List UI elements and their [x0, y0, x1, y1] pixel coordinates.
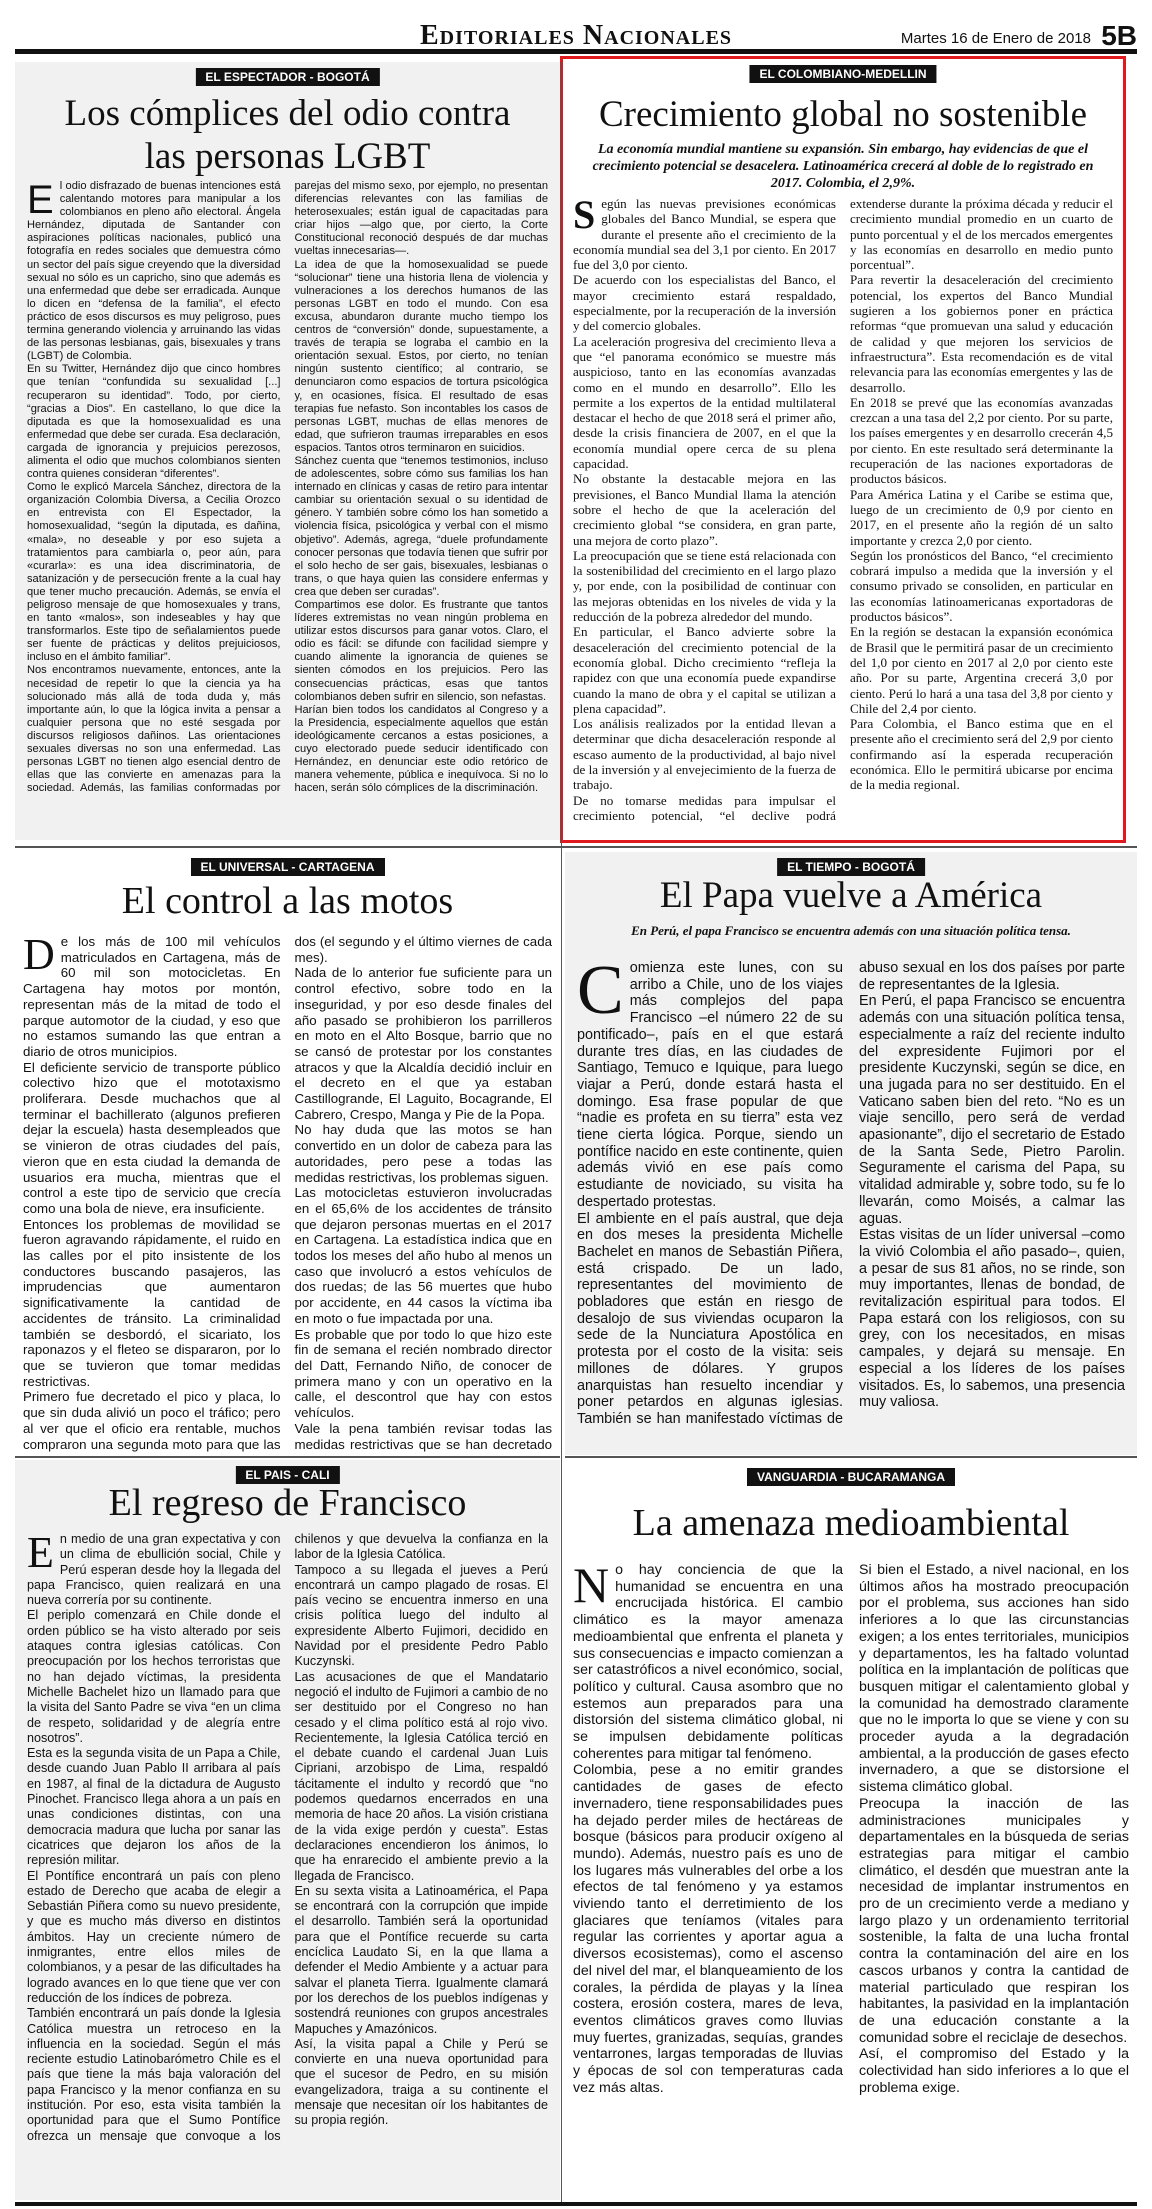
drop-cap: N: [573, 1557, 610, 1613]
article-title: El regreso de Francisco: [108, 1482, 467, 1524]
paragraph: Es probable que por todo lo que hizo este fin de semana el recién nombrado director del Datt, Fernando Niño, de conocer de primera mano y con un operativo en la calle, el descontrol que hay con estos vehículos.: [294, 1326, 552, 1421]
page-bottom-rule: [15, 2202, 1137, 2206]
article-source: VANGUARDIA - BUCARAMANGA: [747, 1468, 955, 1486]
paragraph: Los análisis realizados por la entidad llevan a determinar que dicha desaceleración responde al escaso aumento de la productividad, al bajo nivel de la inversión y al envejecimiento de la fuerza de trabajo.: [573, 716, 836, 793]
paragraph: Vale la pena también revisar todas las medidas restrictivas que se han decretado: [294, 1420, 552, 1452]
article-vanguardia: [565, 1462, 1137, 2200]
paragraph: Entonces los problemas de movilidad se fueron agravando rápidamente, el ruido en las calles por el pito insistente de los conductores buscando pasajeros, las imprudencias que aumentaron significativamente la cantidad de accidentes de tránsito. La criminalidad también se desbordó, el sicariato, los raponazos y el fleteo se dispararon, por lo que se tuvieron que tomar medidas restrictivas.: [23, 1216, 281, 1389]
paragraph: No hay conciencia de que la humanidad se encuentra en una encrucijada histórica. El cambio climático es la mayor amenaza medioambiental que enfrenta el planeta y sus consecuencias e impacto comienzan a ser catastróficos a nivel económico, social, político y cultural. Causa asombro que no estemos aun preparados para una distorsión del sistema climático global, ni se impulsen debidamente políticas coherentes para mitigar tal fenómeno.: [573, 1557, 843, 1762]
paragraph: Según las nuevas previsiones económicas globales del Banco Mundial, se espera que durante el presente año el crecimiento de la economía mundial sea del 3,1 por ciento. En 2017 fue del 3,0 por ciento.: [573, 192, 836, 273]
paragraph: Para América Latina y el Caribe se estima que, luego de un crecimiento de 0,9 por ciento en 2017, en el presente año la región dé un salto importante y crezca 2,0 por ciento.: [850, 486, 1113, 548]
paragraph: Como le explicó Marcela Sánchez, directora de la organización Colombia Diversa, a Cecilia Orozco en entrevista con El Espectador, la homosexualidad, “según la diputada, es dañina, «mala», no deseable y por eso sujeta a tratamientos para cambiarla o, peor aún, para «curarla»: es una idea discriminatoria, de satanización y de persecución frente a la cual hay que tener mucho precaución. Además, se envía el peligroso mensaje de que homosexuales y trans, en tanto «malos», son indeseables y hay que transformarlos. Este tipo de señalamientos puede ser fuente de prácticas y delitos prejuiciosos, incluso en el ámbito familiar”.: [27, 481, 281, 664]
paragraph: En medio de una gran expectativa y con un clima de ebullición social, Chile y Perú esperan desde hoy la llegada del papa Francisco, quien realizará en una nueva correría por su continente.: [27, 1528, 281, 1608]
article-body: [27, 1528, 548, 2198]
paragraph: También encontrará un país donde la Iglesia Católica muestra un retroceso en la influencia en la sociedad. Según el más reciente estudio Latinobarómetro Chile es el país que tiene la más baja valoración del papa Francisco y la menor confianza en su institución. Por eso, esta visita también la oportunidad para que el Sumo Pontífice ofrezca un mensaje que convoque a los chilenos y que devuelva la confianza en la labor de la Iglesia Católica.: [27, 1532, 548, 2143]
paragraph: Las motocicletas estuvieron involucradas en el 65,6% de los accidentes de tránsito que dejaron personas muertas en el 2017 en Cartagena. La estadística indica que en todos los meses del año hubo al menos un caso que involucró a estos vehículos de dos ruedas; de las 56 muertes que hubo por accidente, en 44 casos la víctima iba en moto o fue impactada por una.: [294, 1185, 552, 1326]
paragraph: Tampoco a su llegada el jueves a Perú encontrará un campo plagado de rosas. El país vecino se encuentra inmerso en una crisis política luego del indulto al expresidente Alberto Fujimori, decidido en Navidad por el presidente Pedro Pablo Kuczynski.: [294, 1562, 548, 1669]
page-number: 5B: [1101, 20, 1137, 51]
paragraph: Para Colombia, el Banco estima que en el presente año el crecimiento será del 2,9 por ciento confirmando así la esperada recuperación económica. Ello le permitirá ubicarse por encima de la media regional.: [850, 716, 1113, 793]
article-pais: [15, 1460, 560, 2200]
paragraph: Según los pronósticos del Banco, “el crecimiento cobrará impulso a medida que la inversión y el consumo privado se consoliden, en particular en las economías latinoamericanas exportadoras de productos básicos”.: [850, 547, 1113, 625]
paragraph: De no tomarse medidas para impulsar el crecimiento potencial, “el declive podrá extenderse durante la próxima década y reducir el crecimiento mundial promedio en un cuarto de punto porcentual y el de los mercados emergentes y las economías en desarrollo en medio punto porcentual”.: [573, 196, 1113, 823]
paragraph: El ambiente en el país austral, que deja en dos meses la presidenta Michelle Bachelet en manos de Sebastián Piñera, está crispado. De un lado, representantes del movimiento de pobladores que están en riesgo de desalojo de sus viviendas ocuparon la sede de la Nunciatura Apostólica en protesta por el costo de la visita: seis millones de dólares. Y grupos anarquistas han resuelto incendiar y poner petardos en algunas iglesias. También se han manifestado víctimas de abuso sexual en los dos países por parte de representantes de la Iglesia.: [577, 960, 1125, 1427]
paragraph: En 2018 se prevé que las economías avanzadas crezcan a una tasa del 2,2 por ciento. Por su parte, los países emergentes y en desarrollo crecerán 4,5 por ciento. En este resultado será determinante la recuperación de las naciones exportadoras de productos básicos.: [850, 394, 1113, 487]
paragraph: Si bien el Estado, a nivel nacional, en los últimos años ha mostrado preocupación por el problema, sus acciones han sido inferiores a lo que las circunstancias exigen; a los entes territoriales, municipios y departamentos, les ha faltado voluntad política en la implantación de políticas que busquen mitigar el calentamiento global y la comunidad ha demostrado claramente que no le importa lo que se viene y con su proceder ayuda a la degradación ambiental, a la producción de gases efecto invernadero, a que se distorsione el sistema climático global.: [859, 1562, 1129, 1796]
paragraph: Las acusaciones de que el Mandatario negoció el indulto de Fujimori a cambio de no ser destituido por el Congreso no han cesado y el clima político está al rojo vivo. Recientemente, la Iglesia Católica terció en el debate cuando el cardenal Juan Luis Cipriani, arzobispo de Lima, respaldó tácitamente el indulto y recordó que “no podemos quedarnos encerrados en una memoria de hace 20 años. La visión cristiana de la vida exige perdón y cuesta”. Estas declaraciones encendieron los ánimos, lo que ha enrarecido el ambiente previo a la llegada de Francisco.: [294, 1669, 548, 1883]
article-title: La amenaza medioambiental: [632, 1502, 1070, 1544]
drop-cap: C: [577, 952, 624, 1029]
paragraph: Comienza este lunes, con su arribo a Chile, uno de los viajes más complejos del papa Francisco –el número 22 de su pontificado–, país en el que estará durante tres días, en las ciudades de Santiago, Temuco e Iquique, para luego viajar a Perú, donde estará hasta el domingo. Esa frase popular de que “nadie es profeta en su tierra” esta vez tiene cierta lógica. Porque, siendo un pontífice nacido en este continente, quien además vivió en ese país como estudiante de noviciado, su visita ha despertado protestas.: [577, 952, 843, 1210]
paragraph: El deficiente servicio de transporte público colectivo hizo que el mototaxismo proliferara. Desde muchachos que al terminar el bachillerato (algunos prefieren dejar la escuela) hasta desempleados que se vinieron de otras ciudades del país, vieron que en esta ciudad la demanda de usuarios era mucha, mientras que el control a este tipo de servicio que crecía como una bola de nieve, era insuficiente.: [23, 1059, 281, 1216]
article-body: [573, 192, 1113, 836]
article-espectador: [15, 62, 560, 840]
paragraph: En su Twitter, Hernández dijo que cinco hombres que tenían “confundida su sexualidad [...] recuperaron su identidad”. Todo, por cierto, “gracias a Dios”. En castellano, lo que dice la diputada es que la homosexualidad es una enfermedad que debe ser curada. Esa declaración, cargada de ignorancia y prejuicios perezosos, alimenta el odio que muchos colombianos sienten contra quienes consideran “diferentes”.: [27, 363, 281, 481]
paragraph: Colombia, pese a no emitir grandes cantidades de gases de efecto invernadero, tiene responsabilidades pues ha dejado perder miles de hectáreas de bosque (básicos para producir oxígeno al mundo). Además, nuestro país es uno de los lugares más vulnerables del orbe a los efectos de tal fenómeno y ya estamos viviendo tanto el derretimiento de los glaciares que teníamos (vitales para regular las corrientes y aportar agua a diversos ecosistemas), como el ascenso del nivel del mar, el blanqueamiento de los corales, la pérdida de playas y la línea costera, erosión costera, mares de leva, eventos climáticos graves como lluvias muy fuertes, granizadas, sequías, grandes ventarrones, largas temporadas de lluvias y épocas de sol con temperaturas cada vez más altas.: [573, 1762, 843, 2096]
paragraph: De acuerdo con los especialistas del Banco, el mayor crecimiento estará respaldado, especialmente, por la recuperación de la inversión y del comercio globales.: [573, 272, 836, 334]
article-source: EL ESPECTADOR - BOGOTÁ: [195, 68, 379, 86]
issue-date: Martes 16 de Enero de 2018: [900, 30, 1091, 47]
paragraph: La idea de que la homosexualidad se puede “solucionar” tiene una historia llena de violencia y vulneraciones a los derechos humanos de las personas LGBT en todo el mundo. Con esa excusa, abundaron durante mucho tiempo los centros de “conversión” donde, supuestamente, a través de terapia se lograba el cambio en la orientación sexual. Estos, por cierto, no tenían ningún sustento científico; al contrario, se denunciaron como espacios de tortura psicológica y, en ocasiones, física. El resultado de esas terapias fue nefasto. Son incontables los casos de personas LGBT, muchas de ellas menores de edad, que sufrieron traumas irreparables en esos espacios. Tantos otros terminaron en suicidios.: [294, 258, 548, 454]
paragraph: Así, la visita papal a Chile y Perú se convierte en una nueva oportunidad para que el sucesor de Pedro, en su misión evangelizadora, traiga a su continente el mensaje que necesitan oír los habitantes de su propia región.: [294, 2036, 548, 2128]
article-source: EL UNIVERSAL - CARTAGENA: [190, 858, 384, 876]
article-title: El control a las motos: [121, 880, 454, 922]
article-title: Crecimiento global no sostenible: [598, 94, 1088, 135]
paragraph: En particular, el Banco advierte sobre la desaceleración del crecimiento potencial de la economía global. Dicho crecimiento “refleja la rapidez con que una economía puede expandirse cuando la mano de obra y el capital se utilizan a plena capacidad”.: [573, 624, 836, 716]
paragraph: El Pontífice encontrará un país con pleno estado de Derecho que acaba de elegir a Sebastián Piñera como su nuevo presidente, y que es mucho más diverso en distintos ámbitos. Hay un creciente número de inmigrantes, entre ellos miles de colombianos, y a pesar de las dificultades ha logrado avances en lo que tiene que ver con reducción de los índices de pobreza.: [27, 1868, 281, 2005]
paragraph: No hay duda que las motos se han convertido en un dolor de cabeza para las autoridades, pero pese a todas las medidas restrictivas, los problemas siguen.: [294, 1122, 552, 1185]
paragraph: En su sexta visita a Latinoamérica, el Papa se encontrará con la corrupción que impide el desarrollo. También será la oportunidad para que el Pontífice recuerde su carta encíclica Laudato Si, en la que llama a defender el Medio Ambiente y a actuar para salvar el planeta Tierra. Igualmente clamará por los derechos de los pueblos indígenas y sostendrá reuniones con grupos ancestrales Mapuches y Amazónicos.: [294, 1883, 548, 2036]
article-body: [577, 952, 1125, 1453]
paragraph: Harían bien todos los candidatos al Congreso y a la Presidencia, especialmente aquellos que están ideológicamente cercanos a estas posiciones, a cuyo electorado puede seducir identificado con Hernández, en denunciar este odio retórico de manera vehemente, pública e inequívoca. Si no lo hacen, serán sólo cómplices de la discriminación.: [294, 703, 548, 795]
drop-cap: D: [23, 930, 55, 979]
article-tiempo: [565, 852, 1137, 1455]
paragraph: Para revertir la desaceleración del crecimiento potencial, los expertos del Banco Mundial sugieren a los gobiernos poner en práctica reformas “que promuevan una salud y educación de calidad y que mejoren los servicios de infraestructura”. Esta recomendación es de vital relevancia para las economías emergentes y las de desarrollo.: [850, 272, 1113, 395]
section-divider: [565, 1456, 1137, 1458]
page-header: [15, 14, 1137, 54]
paragraph: Compartimos ese dolor. Es frustrante que tantos líderes extremistas no vean ningún problema en utilizar estos discursos para ganar votos. Claro, el odio es fácil: se difunde con facilidad siempre y cuando alimente la ignorancia de quienes se sienten cómodos en los prejuicios. Pero las consecuencias prácticas, esas que tantos colombianos deben sufrir en silencio, son nefastas.: [294, 599, 548, 703]
paragraph: Nos encontramos nuevamente, entonces, ante la necesidad de repetir lo que la ciencia ya ha solucionado más allá de toda duda y, más importante aún, lo que la lógica invita a pensar a cualquier persona que no esté sesgada por discursos religiosos dañinos. Las orientaciones sexuales diversas no son una enfermedad. Las personas LGBT no tienen algo esencial dentro de ellas que las convierte en amenazas para la sociedad. Además, las familias conformadas por parejas del mismo sexo, por ejemplo, no presentan diferencias relevantes con las familias de heterosexuales; están igual de capacitadas para criar hijos —algo que, por cierto, la Corte Constitucional reconoció después de dar muchas vueltas innecesarias—.: [27, 180, 548, 795]
paragraph: En Perú, el papa Francisco se encuentra además con una situación política tensa, especialmente a raíz del reciente indulto del expresidente Fujimori por el presidente Kuczynski, según se dice, en una jugada para no ser destituido. En el Vaticano saben bien del reto. “No es un viaje sencillo, pero será de verdad apasionante”, dijo el secretario de Estado de la Santa Sede, Pietro Parolin. Seguramente el carisma del Papa, su vitalidad admirable y, sobre todo, su fe lo llevarán, como Moisés, a calmar las aguas.: [859, 993, 1125, 1227]
paragraph: Esta es la segunda visita de un Papa a Chile, desde cuando Juan Pablo II arribara al país en 1987, al final de la dictadura de Augusto Pinochet. Francisco llega ahora a un país en unas condiciones distintas, con una democracia madura que lucha por sanar las cicatrices que dejaron los años de la represión militar.: [27, 1746, 281, 1868]
paragraph: El periplo comenzará en Chile donde el orden público se ha visto alterado por seis ataques contra iglesias católicas. Con preocupación por los hechos terroristas que no han dejado víctimas, la presidenta Michelle Bachelet hizo un llamado para que la visita del Santo Padre se viva “en un clima de respeto, solidaridad y de alegría entre nosotros”.: [27, 1608, 281, 1745]
column-divider: [561, 62, 562, 2202]
section-title: Editoriales Nacionales: [420, 20, 733, 51]
drop-cap: S: [573, 192, 596, 237]
article-subtitle: La economía mundial mantiene su expansión. Sin embargo, hay evidencias de que el crecimiento potencial se desacelera. Latinoamérica crecerá al doble de lo registrado en 2017. Colombia, el 2,9%.: [592, 142, 1094, 191]
paragraph: Preocupa la inacción de las administraciones municipales y departamentales en la búsqueda de serias estrategias para mitigar el cambio climático, el desdén que muestran ante la necesidad de implantar instrumentos en pro de un crecimiento verde a mediano y largo plazo y un ordenamiento territorial sostenible, la falta de una lucha frontal contra la contaminación del aire en los cascos urbanos y contra la cantidad de material particulado que respiran los habitantes, la pasividad en la implantación de una educación constante a la comunidad sobre el reciclaje de desechos.: [859, 1795, 1129, 2046]
paragraph: Sánchez cuenta que “tenemos testimonios, incluso de adolescentes, sobre cómo sus familias los han internado en clínicas y casas de retiro para intentar cambiar su orientación sexual o su identidad de género. Y también sobre cómo los han sometido a violencia física, psicológica y verbal con el mismo objetivo”. Además, agrega, “duele profundamente conocer personas que todavía tienen que sufrir por el solo hecho de ser gais, bisexuales, lesbianas o trans, o que haya quien las considere enfermas y crea que deben ser curadas”.: [294, 454, 548, 598]
article-source: EL TIEMPO - BOGOTÁ: [777, 858, 925, 876]
paragraph: Primero fue decretado el pico y placa, lo que sin duda alivió un poco el tráfico; pero al ver que el oficio era rentable, muchos compraron una segunda moto para que las dos (el segundo y el último viernes de cada mes).: [23, 934, 552, 1452]
paragraph: Estas visitas de un líder universal –como la vivió Colombia el año pasado–, quien, a pesar de sus 81 años, no se rinde, son muy importantes, llenas de bondad, de revitalización espiritual para todos. El Papa estará con los religiosos, con su grey, con los necesitados, en misas campales, y dejará su mensaje. En especial a los líderes de los países visitados. Es, lo sabemos, una presencia muy valiosa.: [859, 1227, 1125, 1411]
article-body: [27, 180, 548, 840]
section-divider: [15, 846, 1137, 848]
article-subtitle: En Perú, el papa Francisco se encuentra además con una situación política tensa.: [631, 923, 1071, 938]
paragraph: De los más de 100 mil vehículos matriculados en Cartagena, más de 60 mil son motocicletas. En Cartagena hay motos por montón, representan más de la mitad de todo el parque automotor de la ciudad, y eso que no estamos sumando las que entran a diario de otros municipios.: [23, 930, 281, 1059]
paragraph: En la región se destacan la expansión económica de Brasil que le permitirá pasar de un crecimiento del 1,0 por ciento en 2017 al 2,0 por ciento este año. Por su parte, Argentina crecerá 3,0 por ciento. Perú lo hará a una tasa del 3,8 por ciento y Chile del 2,4 por ciento.: [850, 624, 1113, 716]
article-title: Los cómplices del odio contra las personas LGBT: [64, 93, 511, 177]
article-title: El Papa vuelve a América: [659, 875, 1043, 916]
article-body: [573, 1557, 1129, 2198]
paragraph: Así, el compromiso del Estado y la colectividad han sido inferiores a lo que el problema exige.: [859, 2046, 1129, 2096]
article-colombiano: [560, 56, 1126, 843]
paragraph: El odio disfrazado de buenas intenciones está calentando motores para manipular a los colombianos en pleno año electoral. Ángela Hernández, diputada de Santander con aspiraciones políticas nacionales, publicó una fotografía en redes sociales que demuestra cómo un sector del país sigue creyendo que la diversidad sexual no sólo es un capricho, sino que además es una enfermedad que debe ser erradicada. Aunque lo dicen en “defensa de la familia”, el efecto práctico de esos discursos es muy peligroso, pues termina generando violencia y arruinando las vidas de las personas lesbianas, gais, bisexuales y trans (LGBT) de Colombia.: [27, 178, 281, 363]
section-divider: [15, 1456, 560, 1458]
article-source: EL COLOMBIANO-MEDELLIN: [749, 65, 936, 83]
paragraph: No obstante la destacable mejora en las previsiones, el Banco Mundial llama la atención sobre el hecho de que la aceleración del crecimiento global “se considera, en gran parte, una mejora de corto plazo”.: [573, 471, 836, 548]
drop-cap: E: [27, 1528, 54, 1577]
article-source: EL PAIS - CALI: [235, 1466, 339, 1484]
paragraph: Nada de lo anterior fue suficiente para un control efectivo, sobre todo en la inseguridad, y por eso desde finales del año pasado se prohibieron los parrilleros en moto en el Alto Bosque, barrio que no se cansó de protestar por los constantes atracos y que la Alcaldía decidió incluir en el decreto en el que ya estaban Castillogrande, El Laguito, Bocagrande, El Cabrero, Crespo, Manga y Pie de la Popa.: [294, 965, 552, 1122]
article-body: [23, 930, 552, 1452]
paragraph: La aceleración progresiva del crecimiento lleva a que “el panorama económico se muestre más auspicioso, tanto en las economías avanzadas como en el mundo en desarrollo”. Ello les permite a los expertos de la entidad multilateral destacar el hecho de que 2018 será el primer año, desde la crisis financiera de 2007, en el que la economía mundial opere cerca de su plena capacidad.: [573, 333, 836, 472]
drop-cap: E: [27, 178, 54, 222]
article-universal: [15, 852, 560, 1452]
paragraph: La preocupación que se tiene está relacionada con la sostenibilidad del crecimiento en el largo plazo y, por ende, con la posibilidad de continuar con las mejoras obtenidas en los niveles de vida y la reducción de la pobreza alrededor del mundo.: [573, 547, 836, 625]
